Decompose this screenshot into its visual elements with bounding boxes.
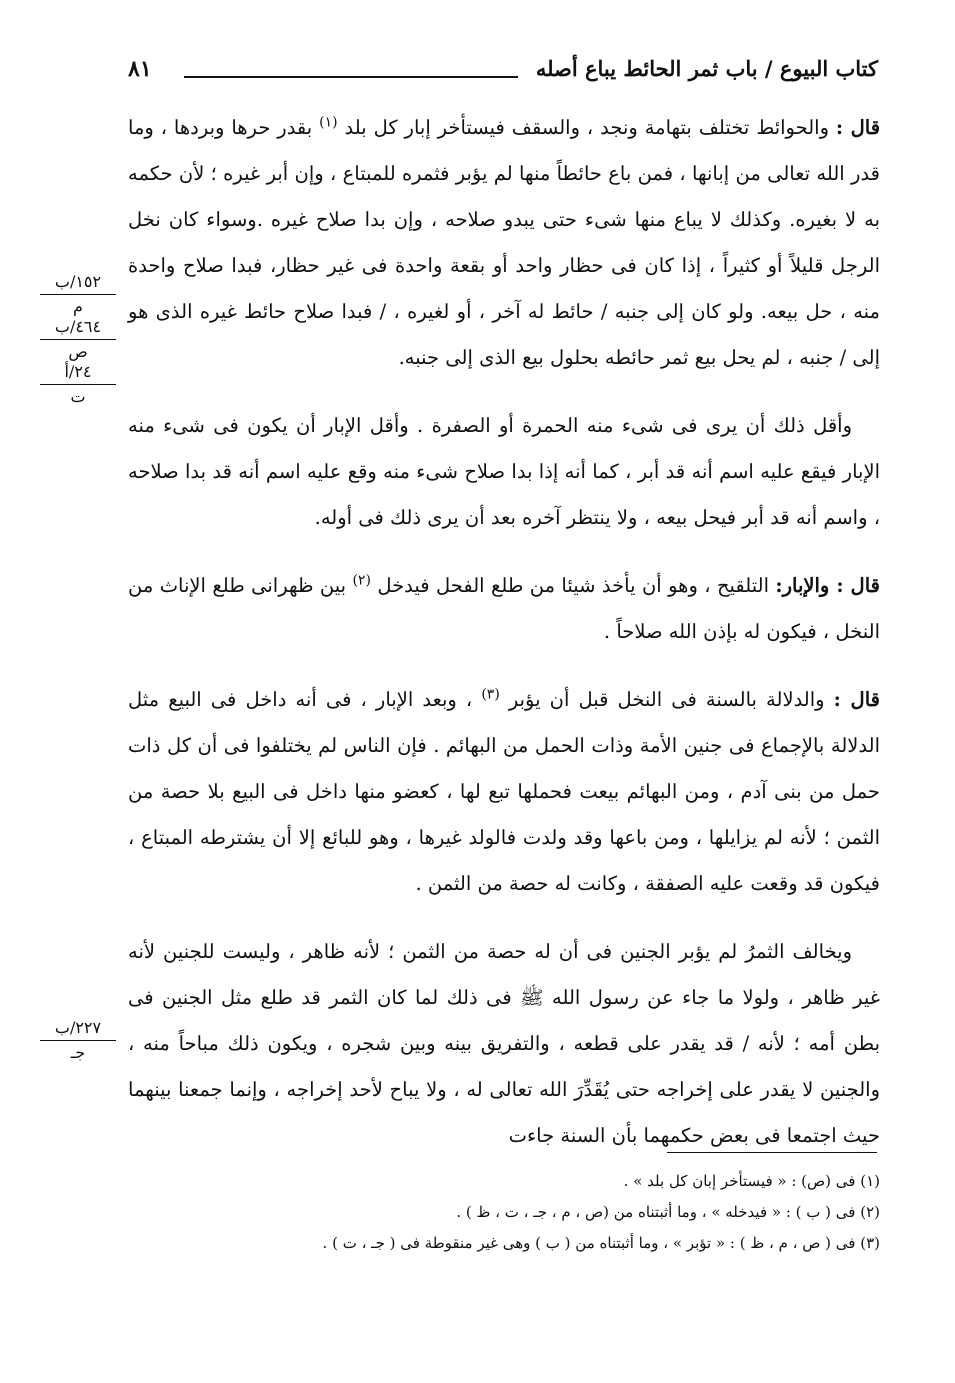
paragraph — [128, 105, 880, 381]
page-header — [128, 50, 878, 94]
margin-siglum: ص — [68, 342, 88, 361]
running-title: كتاب البيوع / باب ثمر الحائط يباع أصله — [535, 56, 878, 81]
margin-ref: ٤٦٤/ب — [40, 317, 116, 340]
footnote: (١) فى (ص) : « فيستأخر إبان كل بلد » . — [623, 1172, 880, 1190]
margin-ref: ٢٢٧/ب — [40, 1018, 116, 1041]
margin-ref: ١٥٢/ب — [40, 272, 116, 295]
header-rule — [184, 76, 518, 78]
paragraph-text: والدلالة بالسنة فى النخل قبل أن يؤبر — [508, 688, 825, 711]
paragraph-lead: قال : — [833, 688, 880, 711]
margin-ref: ٢٤/أ — [40, 362, 116, 385]
footnote-rule — [667, 1152, 877, 1153]
footnote-marker: (١) — [319, 114, 338, 131]
footnote: (٢) فى ( ب ) : « فيدخله » ، وما أثبتناه من (ص ، م ، جـ ، ت ، ظ ) . — [456, 1203, 880, 1221]
paragraph — [128, 677, 880, 907]
paragraph — [128, 929, 880, 1159]
margin-siglum: ت — [70, 387, 86, 406]
page-number: ٨١ — [128, 56, 152, 82]
paragraph-text: التلقيح ، وهو أن يأخذ شيئا من طلع الفحل فيدخل — [377, 574, 769, 597]
footnote: (٣) فى ( ص ، م ، ظ ) : « تؤبر » ، وما أثبتناه من ( ب ) وهى غير منقوطة فى ( جـ ، ت ) . — [322, 1234, 880, 1252]
paragraph-text: وأقل ذلك أن يرى فى شىء منه الحمرة أو الصفرة . وأقل الإبار أن يكون فى شىء منه الإبار فيقع عليه اسم أنه قد أبر ، كما أنه إذا بدا صلاح شىء منه وقع عليه اسم أنه قد بدا صلاحه ، واسم أنه قد أبر فيحل بيعه ، ولا ينتظر آخره بعد أن يرى ذلك فى أوله. — [128, 414, 880, 529]
footnote-marker: (٢) — [352, 572, 371, 589]
paragraph-text: بقدر حرها وبردها ، وما قدر الله تعالى من إبانها ، فمن باع حائطاً منها لم يؤبر فثمره للمبتاع ، وإن أبر غيره ؛ لأن حكمه به لا بغيره. وكذلك لا يباع منها شىء حتى يبدو صلاحه ، وإن بدا صلاح غيره .وسواء كان نخل الرجل قليلاً أو كثيراً ، إذا كان فى حظار واحد أو بقعة واحدة فى غير حظار، فبدا صلاح واحدة منه ، حل بيعه. ولو كان إلى جنبه / حائط له آخر ، أو لغيره ، / فبدا صلاح حائط غيره الذى هو إلى / جنبه ، لم يحل بيع ثمر حائطه بحلول بيع الذى إلى جنبه. — [128, 116, 880, 369]
footnote-marker: (٣) — [481, 686, 500, 703]
paragraph-text: ، وبعد الإبار ، فى أنه داخل فى البيع مثل الدلالة بالإجماع فى جنين الأمة وذات الحمل من البهائم . فإن الناس لم يختلفوا فى أن كل ذات حمل من بنى آدم ، ومن البهائم بيعت فحملها تبع لها ، كعضو منها داخل فى البيع بلا حصة من الثمن ؛ لأنه لم يزايلها ، ومن باعها وقد ولدت فالولد غيرها ، وهو للبائع إلا أن يشترطه المبتاع ، فيكون قد وقعت عليه الصفقة ، وكانت له حصة من الثمن . — [128, 688, 880, 895]
paragraph — [128, 563, 880, 655]
margin-note-manuscript-refs — [40, 1018, 116, 1063]
footnotes — [128, 1166, 880, 1259]
margin-siglum: جـ — [70, 1043, 86, 1062]
paragraph-lead: قال : — [835, 116, 881, 139]
paragraph — [128, 403, 880, 541]
paragraph-text: ويخالف الثمرُ لم يؤبر الجنين فى أن له حصة من الثمن ؛ لأنه ظاهر ، وليست للجنين لأنه غير ظاهر ، ولولا ما جاء عن رسول الله ﷺ فى ذلك لما كان الثمر قد طلع مثل الجنين فى بطن أمه ؛ لأنه / قد يقدر على قطعه ، والتفريق بينه وبين شجره ، ويكون ذلك مباحاً منه ، والجنين لا يقدر على إخراجه حتى يُقَدِّرَ الله تعالى له ، ولا يباح لأحد إخراجه ، وإنما جمعنا بينهما حيث اجتمعا فى بعض حكمهما بأن السنة جاءت — [128, 940, 880, 1147]
paragraph-text: بين ظهرانى طلع الإناث من النخل ، فيكون له بإذن الله صلاحاً . — [128, 574, 880, 643]
paragraph-text: والحوائط تختلف بتهامة ونجد ، والسقف فيستأخر إبار كل بلد — [344, 116, 829, 139]
margin-note-manuscript-refs — [40, 272, 116, 407]
main-text — [128, 105, 880, 1181]
paragraph-lead: قال : والإبار: — [775, 574, 880, 597]
margin-siglum: م — [73, 297, 83, 316]
